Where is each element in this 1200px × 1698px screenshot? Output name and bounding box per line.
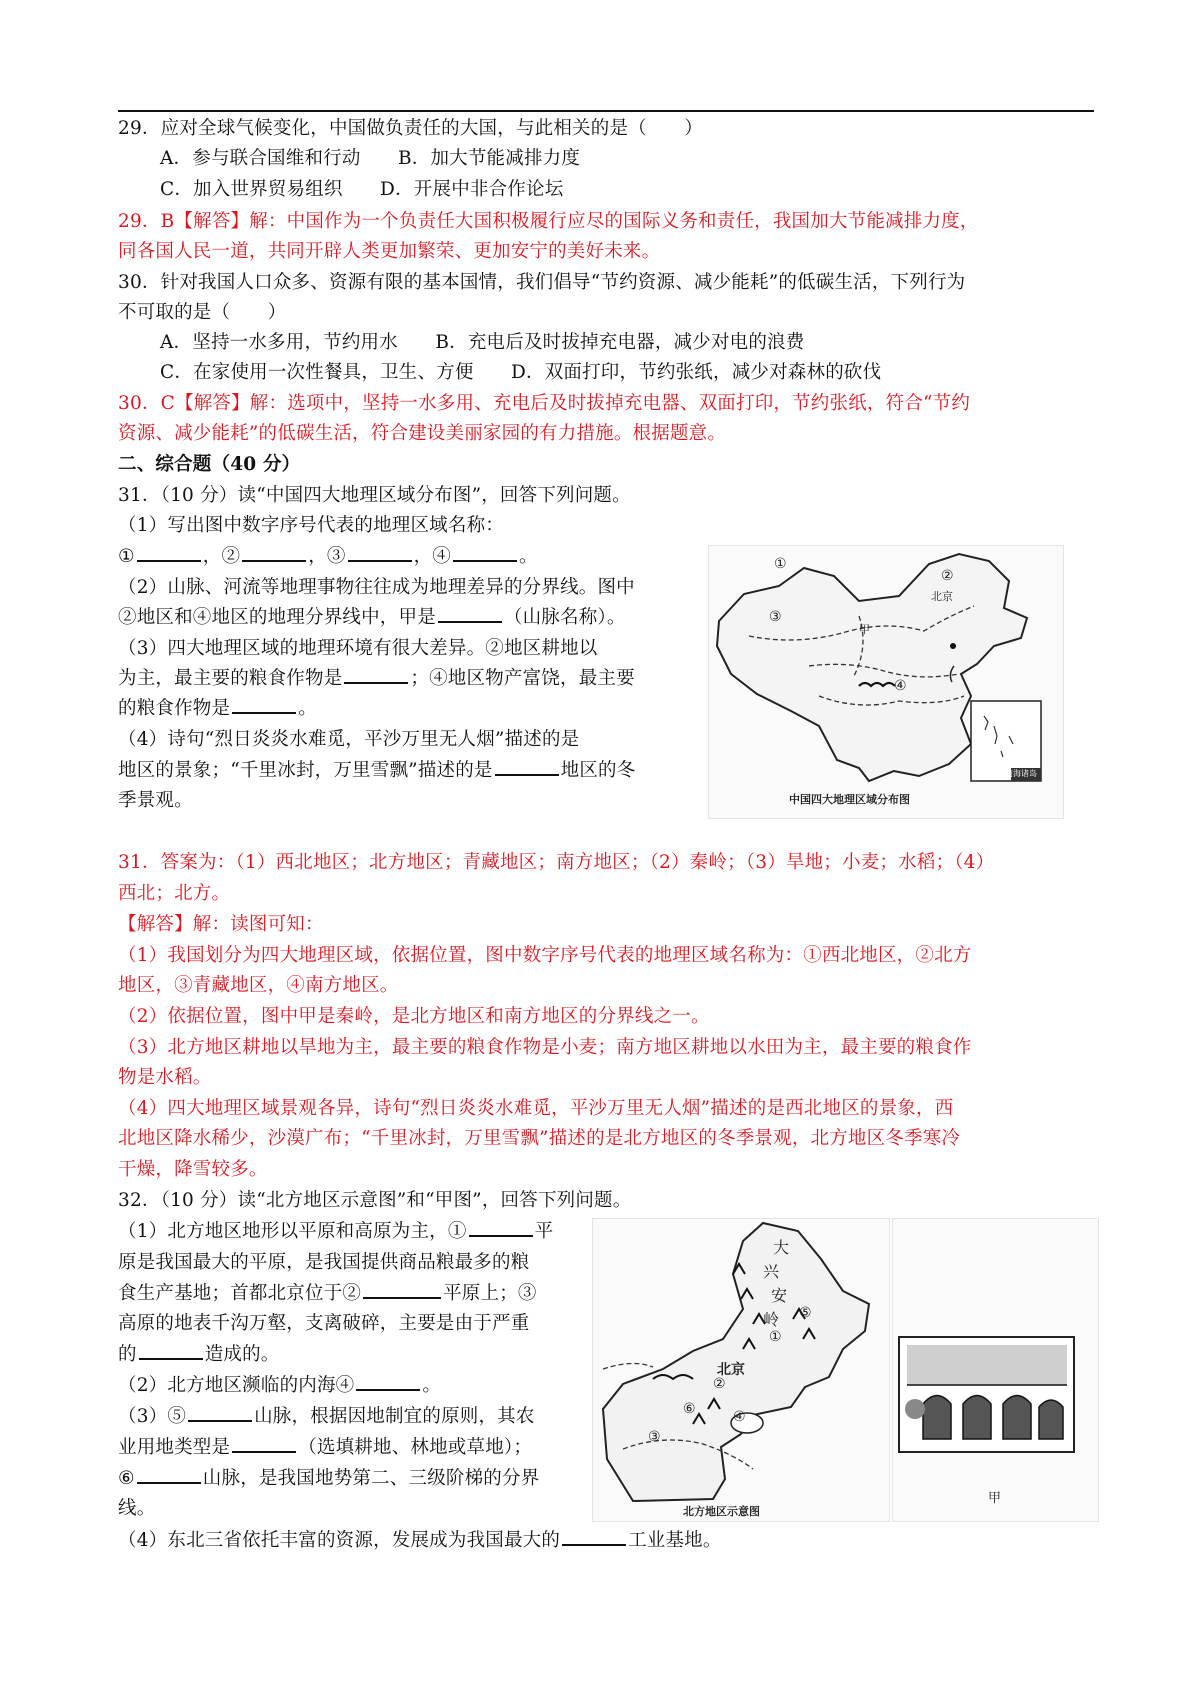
q31-part1-blanks: ① ，② ，③ ，④ 。	[118, 546, 538, 567]
q31-part2-line1: （2）山脉、河流等地理事物往往成为地理差异的分界线。图中	[118, 577, 635, 598]
q31-solution-1a: （1）我国划分为四大地理区域，依据位置，图中数字序号代表的地理区域名称为：①西北地区，②北方	[118, 945, 972, 966]
north-map-caption: 北方地区示意图	[683, 1505, 760, 1518]
answer-blank[interactable]	[438, 605, 502, 623]
nmap-label-5: ⑤	[799, 1305, 812, 1321]
q31-part4-line1: （4）诗句“烈日炎炎水难觅，平沙万里无人烟”描述的是	[118, 729, 580, 750]
q31-part2-line2: ②地区和④地区的地理分界线中，甲是 （山脉名称）。	[118, 607, 626, 628]
china-map-caption: 中国四大地理区域分布图	[789, 793, 910, 806]
daxing-label-4: 岭	[763, 1310, 780, 1329]
section-heading: 二、综合题（40 分）	[118, 454, 301, 475]
answer-blank[interactable]	[469, 1219, 533, 1237]
map-label-3: ③	[769, 609, 782, 625]
nmap-label-1: ①	[769, 1329, 782, 1345]
q31-solution-4a: （4）四大地理区域景观各异，诗句“烈日炎炎水难觅，平沙万里无人烟”描述的是西北地区的景象，西	[118, 1098, 954, 1119]
q32-part1-line5: 的 造成的。	[118, 1344, 280, 1365]
q29-options-ab: A．参与联合国维和行动 B．加大节能减排力度	[160, 148, 581, 169]
q31-answer-line2: 西北；北方。	[118, 883, 231, 904]
answer-blank[interactable]	[137, 544, 201, 562]
answer-blank[interactable]	[562, 1528, 626, 1546]
answer-blank[interactable]	[139, 1342, 203, 1360]
map-label-4: ④	[894, 678, 907, 694]
q31-part3-line1: （3）四大地理区域的地理环境有很大差异。②地区耕地以	[118, 638, 598, 659]
q29-stem: 29．应对全球气候变化，中国做负责任的大国，与此相关的是（ ）	[118, 118, 703, 139]
q30-answer-line2: 资源、减少能耗”的低碳生活，符合建设美丽家园的有力措施。根据题意。	[118, 423, 727, 444]
daxing-label-1: 大	[773, 1238, 790, 1257]
q31-stem: 31．（10 分）读“中国四大地理区域分布图”，回答下列问题。	[118, 485, 631, 506]
answer-blank[interactable]	[232, 1435, 296, 1453]
q29-answer-line1: 29．B【解答】解：中国作为一个负责任大国积极履行应尽的国际义务和责任，我国加大节能减排力度，	[118, 211, 979, 232]
jia-photo	[892, 1218, 1099, 1522]
map-inset-label: 南海诸岛	[1005, 769, 1037, 778]
q31-part4-line3: 季景观。	[118, 790, 193, 811]
header-rule	[118, 110, 1094, 112]
q29-answer-line2: 同各国人民一道，共同开辟人类更加繁荣、更加安宁的美好未来。	[118, 241, 661, 262]
q30-options-cd: C．在家使用一次性餐具，卫生、方便 D．双面打印，节约张纸，减少对森林的砍伐	[160, 362, 882, 383]
daxing-label-3: 安	[771, 1286, 788, 1305]
answer-blank[interactable]	[232, 696, 296, 714]
cave-dwelling-drawing	[893, 1219, 1098, 1521]
q32-part4: （4）东北三省依托丰富的资源，发展成为我国最大的 工业基地。	[118, 1530, 722, 1551]
map-beijing-label: 北京	[931, 590, 953, 603]
map-label-1: ①	[774, 556, 787, 572]
q31-solution-2: （2）依据位置，图中甲是秦岭，是北方地区和南方地区的分界线之一。	[118, 1006, 710, 1027]
q32-part3-line4: 线。	[118, 1498, 156, 1519]
daxing-label-2: 兴	[763, 1262, 780, 1281]
q32-part3-line3: ⑥ 山脉，是我国地势第二、三级阶梯的分界	[118, 1468, 540, 1489]
answer-blank[interactable]	[363, 1281, 441, 1299]
q30-answer-line1: 30．C【解答】解：选项中，坚持一水多用、充电后及时拔掉充电器、双面打印，节约张纸，符合“节约	[118, 393, 971, 414]
north-china-map	[592, 1218, 890, 1522]
nmap-beijing-label: 北京	[717, 1362, 745, 1378]
answer-blank[interactable]	[348, 544, 412, 562]
jia-photo-caption: 甲	[988, 1491, 1002, 1506]
q32-part1-line4: 高原的地表千沟万壑，支离破碎，主要是由于严重	[118, 1313, 530, 1334]
q31-part4-line2: 地区的景象；“千里冰封，万里雪飘”描述的是 地区的冬	[118, 760, 636, 781]
nmap-label-2: ②	[713, 1376, 726, 1392]
q32-part1-line3: 食生产基地；首都北京位于② 平原上；③	[118, 1283, 537, 1304]
q32-stem: 32．（10 分）读“北方地区示意图”和“甲图”，回答下列问题。	[118, 1190, 632, 1211]
answer-blank[interactable]	[188, 1404, 252, 1422]
answer-blank[interactable]	[495, 758, 559, 776]
q31-solution-3b: 物是水稻。	[118, 1067, 212, 1088]
answer-blank[interactable]	[242, 544, 306, 562]
q31-part3-line2: 为主，最主要的粮食作物是 ；④地区物产富饶，最主要	[118, 668, 635, 689]
q32-part1-line1: （1）北方地区地形以平原和高原为主，① 平	[118, 1221, 554, 1242]
q31-part1: （1）写出图中数字序号代表的地理区域名称：	[118, 515, 504, 536]
q32-part3-line1: （3）⑤ 山脉，根据因地制宜的原则，其农	[118, 1406, 535, 1427]
q31-answer-line1: 31．答案为：（1）西北地区；北方地区；青藏地区；南方地区；（2）秦岭；（3）旱地；小麦；水稻；（4）	[118, 852, 995, 873]
q31-solution-heading: 【解答】解：读图可知：	[118, 914, 324, 935]
china-regions-map	[708, 545, 1064, 819]
q31-part3-line3: 的粮食作物是 。	[118, 698, 317, 719]
map-label-2: ②	[941, 568, 954, 584]
answer-blank[interactable]	[344, 666, 408, 684]
answer-blank[interactable]	[137, 1466, 201, 1484]
q31-solution-4b: 北地区降水稀少，沙漠广布；“千里冰封，万里雪飘”描述的是北方地区的冬季景观，北方地区冬季寒冷	[118, 1128, 961, 1149]
answer-blank[interactable]	[356, 1373, 420, 1391]
q32-part1-line2: 原是我国最大的平原，是我国提供商品粮最多的粮	[118, 1252, 530, 1273]
q31-solution-4c: 干燥，降雪较多。	[118, 1159, 268, 1180]
q30-stem-line2: 不可取的是（ ）	[118, 302, 287, 323]
q32-part2: （2）北方地区濒临的内海④ 。	[118, 1375, 442, 1396]
map-jia-label: 甲	[859, 623, 870, 636]
q31-solution-3a: （3）北方地区耕地以旱地为主，最主要的粮食作物是小麦；南方地区耕地以水田为主，最主要的粮食作	[118, 1037, 972, 1058]
q30-stem-line1: 30．针对我国人口众多、资源有限的基本国情，我们倡导“节约资源、减少能耗”的低碳生活，下列行为	[118, 272, 966, 293]
q30-options-ab: A．坚持一水多用，节约用水 B．充电后及时拔掉充电器，减少对电的浪费	[160, 332, 805, 353]
nmap-label-4: ④	[733, 1409, 746, 1425]
nmap-label-3: ③	[648, 1429, 661, 1445]
q29-options-cd: C．加入世界贸易组织 D．开展中非合作论坛	[160, 179, 564, 200]
q32-part3-line2: 业用地类型是 （选填耕地、林地或草地）；	[118, 1437, 533, 1458]
answer-blank[interactable]	[453, 544, 517, 562]
q31-solution-1b: 地区，③青藏地区，④南方地区。	[118, 975, 399, 996]
nmap-label-6: ⑥	[683, 1401, 696, 1417]
